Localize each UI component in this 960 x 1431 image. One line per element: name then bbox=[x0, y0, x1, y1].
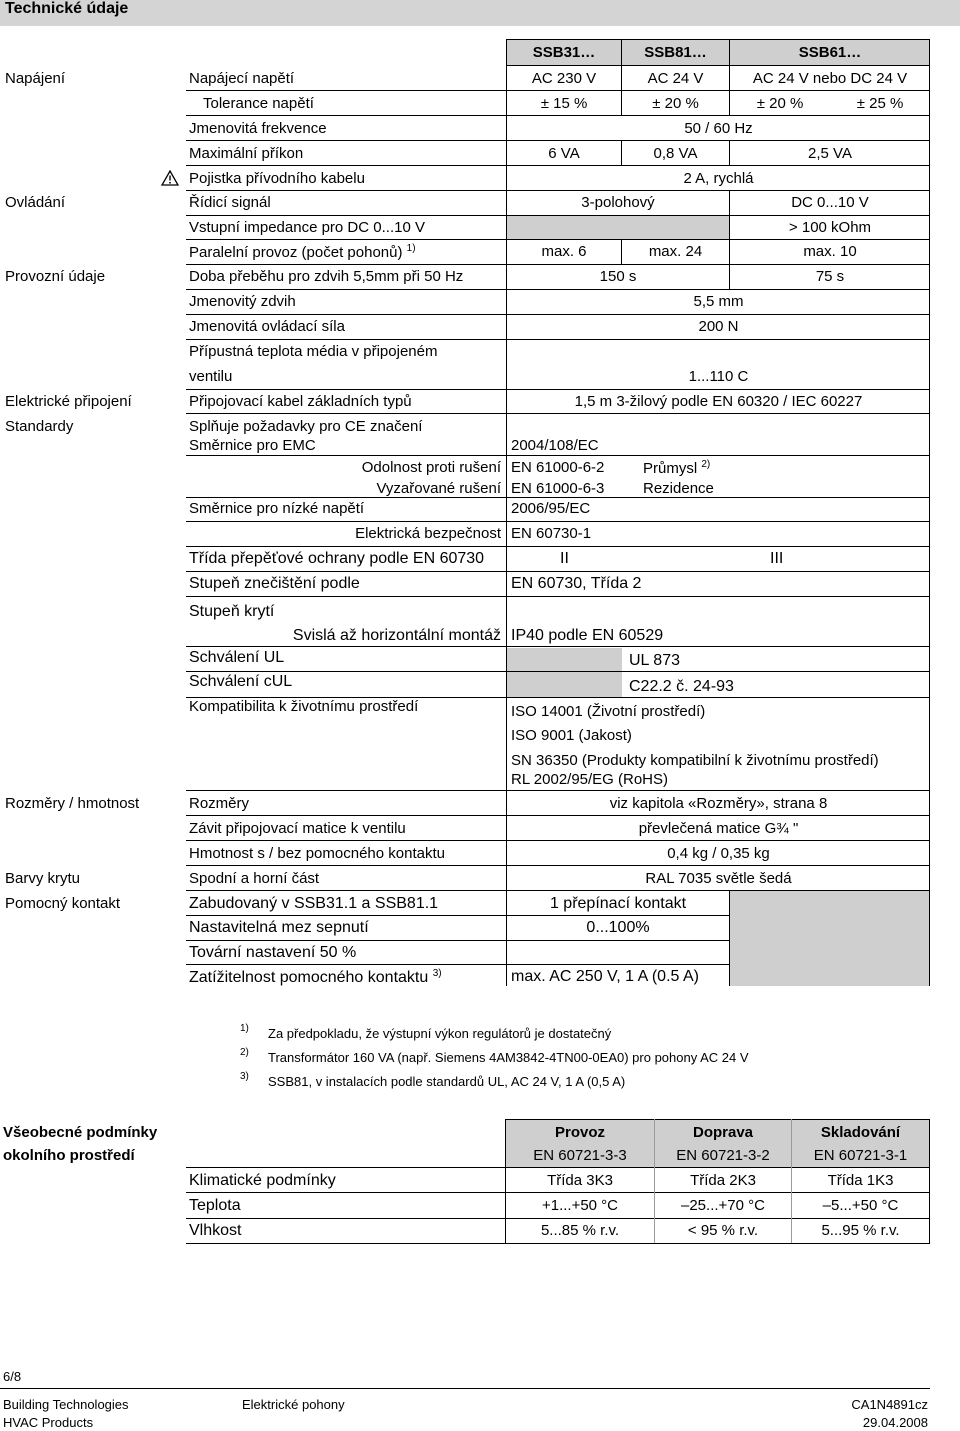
row-label-ul: Schválení UL bbox=[189, 649, 285, 666]
footnote-text: Transformátor 160 VA (např. Siemens 4AM3842-4TN00-0EA0) pro pohony AC 24 V bbox=[268, 1050, 749, 1065]
cell-note bbox=[643, 459, 710, 477]
row-label-emc: Směrnice pro EMC bbox=[189, 437, 316, 454]
row-label-pojistka: Pojistka přívodního kabelu bbox=[189, 170, 365, 187]
section-napajeni: Napájení bbox=[5, 70, 66, 87]
cell-value: viz kapitola «Rozměry», strana 8 bbox=[609, 795, 828, 812]
cell-value: III bbox=[770, 550, 784, 567]
section-ovladani: Ovládání bbox=[5, 194, 66, 211]
row-label-prikon: Maximální příkon bbox=[189, 145, 304, 162]
env-header-doprava: Doprava bbox=[692, 1124, 754, 1141]
row-label-kabel: Připojovací kabel základních typů bbox=[189, 393, 412, 410]
cell-value: > 100 kOhm bbox=[788, 219, 872, 236]
cell-value: ± 25 % bbox=[856, 95, 904, 112]
cell-value: RAL 7035 světle šedá bbox=[645, 870, 792, 887]
row-label-bezpecnost: Elektrická bezpečnost bbox=[355, 525, 501, 542]
warning-icon bbox=[161, 170, 179, 186]
env-header-std: EN 60721-3-3 bbox=[533, 1147, 627, 1164]
line bbox=[186, 940, 729, 941]
footnote-text: SSB81, v instalacích podle standardů UL, AC 24 V, 1 A (0,5 A) bbox=[268, 1074, 626, 1089]
row-label-kryti: Stupeň krytí bbox=[189, 603, 275, 620]
row-label-ridici: Řídicí signál bbox=[189, 194, 271, 211]
section-standardy: Standardy bbox=[5, 418, 74, 435]
cell-value: 1,5 m 3-žilový podle EN 60320 / IEC 60227 bbox=[574, 393, 863, 410]
line bbox=[186, 571, 930, 572]
cell-value: 2004/108/EC bbox=[511, 437, 599, 454]
env-cell: Třída 2K3 bbox=[690, 1172, 756, 1189]
footnote-mark: 2) bbox=[240, 1047, 249, 1058]
cell-value: 0,4 kg / 0,35 kg bbox=[667, 845, 770, 862]
row-label-cul: Schválení cUL bbox=[189, 673, 293, 690]
footer-product: Elektrické pohony bbox=[242, 1397, 345, 1412]
cell-value: max. AC 250 V, 1 A (0.5 A) bbox=[511, 968, 699, 985]
env-header-std: EN 60721-3-2 bbox=[676, 1147, 770, 1164]
row-label-odolnost: Odolnost proti rušení bbox=[361, 459, 501, 476]
footnote-mark: 3) bbox=[240, 1071, 249, 1082]
row-label-impedance: Vstupní impedance pro DC 0...10 V bbox=[189, 219, 425, 236]
line bbox=[186, 389, 930, 390]
cell-value: EN 60730-1 bbox=[511, 525, 592, 542]
cell-value: 75 s bbox=[815, 268, 845, 285]
cell-value: ISO 14001 (Životní prostředí) bbox=[511, 703, 706, 720]
cell-value: max. 24 bbox=[648, 243, 703, 260]
line bbox=[186, 964, 729, 965]
row-label-ce: Splňuje požadavky pro CE značení bbox=[189, 418, 423, 435]
footnote-mark: 1) bbox=[240, 1023, 249, 1034]
footer-date: 29.04.2008 bbox=[862, 1415, 928, 1430]
line bbox=[186, 115, 930, 116]
env-cell: Třída 1K3 bbox=[827, 1172, 894, 1189]
line bbox=[186, 521, 930, 522]
row-label-zavit: Závit připojovací matice k ventilu bbox=[189, 820, 406, 837]
footnote-mark: 2) bbox=[701, 459, 711, 470]
cell-value: 6 VA bbox=[548, 145, 580, 162]
line bbox=[507, 39, 930, 40]
line bbox=[186, 140, 930, 141]
title-bar bbox=[0, 0, 960, 26]
label-text: Zatížitelnost pomocného kontaktu bbox=[189, 969, 429, 986]
cell-value: ± 15 % bbox=[540, 95, 588, 112]
line bbox=[186, 413, 930, 414]
row-label-doba: Doba přeběhu pro zdvih 5,5mm při 50 Hz bbox=[189, 268, 464, 285]
line bbox=[186, 1192, 930, 1193]
footer-company: Building Technologies bbox=[3, 1397, 129, 1412]
cell-value: RL 2002/95/EG (RoHS) bbox=[511, 771, 669, 788]
gray-cell-ul bbox=[507, 648, 622, 698]
footnote-mark: 1) bbox=[406, 243, 416, 254]
row-label-znecisteni: Stupeň znečištění podle bbox=[189, 575, 360, 592]
line bbox=[186, 215, 930, 216]
env-cell: –25...+70 °C bbox=[681, 1197, 765, 1214]
row-label-napeti: Napájecí napětí bbox=[189, 70, 295, 87]
row-label-barva: Spodní a horní část bbox=[189, 870, 320, 887]
cell-value: AC 24 V bbox=[647, 70, 704, 87]
env-cell: 5...85 % r.v. bbox=[540, 1222, 620, 1239]
line bbox=[729, 890, 730, 986]
line bbox=[186, 646, 930, 647]
env-title-2: okolního prostředí bbox=[3, 1147, 135, 1164]
page-title: Technické údaje bbox=[5, 0, 129, 17]
cell-value: převlečená matice G¾ " bbox=[638, 820, 799, 837]
row-label-frekvence: Jmenovitá frekvence bbox=[189, 120, 327, 137]
row-label-prepetova: Třída přepěťové ochrany podle EN 60730 bbox=[189, 550, 485, 567]
cell-value: 5,5 mm bbox=[693, 293, 744, 310]
section-pomocny: Pomocný kontakt bbox=[5, 895, 121, 912]
cell-value: ISO 9001 (Jakost) bbox=[511, 727, 632, 744]
line bbox=[186, 865, 930, 866]
row-label-rozmery: Rozměry bbox=[189, 795, 250, 812]
env-cell: Třída 3K3 bbox=[547, 1172, 613, 1189]
line bbox=[186, 671, 930, 672]
label-text: Paralelní provoz (počet pohonů) bbox=[189, 244, 403, 261]
cell-value: 50 / 60 Hz bbox=[684, 120, 753, 137]
line bbox=[186, 165, 930, 166]
section-barvy: Barvy krytu bbox=[5, 870, 81, 887]
line bbox=[186, 314, 930, 315]
line bbox=[186, 190, 930, 191]
cell-value: DC 0...10 V bbox=[791, 194, 869, 211]
cell-value: EN 60730, Třída 2 bbox=[511, 575, 642, 592]
row-label-nizke: Směrnice pro nízké napětí bbox=[189, 500, 365, 517]
line bbox=[507, 65, 930, 66]
env-header-provoz: Provoz bbox=[554, 1124, 605, 1141]
line bbox=[186, 1218, 930, 1219]
env-header-skladovani: Skladování bbox=[820, 1124, 901, 1141]
cell-value: EN 61000-6-2 bbox=[511, 459, 605, 476]
cell-value: 2,5 VA bbox=[808, 145, 852, 162]
footnote-text: Za předpokladu, že výstupní výkon regulátorů je dostatečný bbox=[268, 1026, 612, 1041]
cell-value: max. 10 bbox=[803, 243, 857, 260]
line bbox=[186, 1243, 930, 1244]
row-label-vyzarovane: Vyzařované rušení bbox=[376, 480, 501, 497]
section-rozmery: Rozměry / hmotnost bbox=[5, 795, 140, 812]
header-ssb81: SSB81… bbox=[644, 44, 707, 61]
page-number: 6/8 bbox=[3, 1369, 22, 1384]
env-row-label: Klimatické podmínky bbox=[189, 1172, 336, 1189]
env-header-std: EN 60721-3-1 bbox=[813, 1147, 908, 1164]
cell-value: 3-polohový bbox=[581, 194, 655, 211]
footer-rule bbox=[0, 1388, 930, 1389]
footnote-mark: 3) bbox=[432, 968, 442, 979]
row-label-sila: Jmenovitá ovládací síla bbox=[189, 318, 345, 335]
env-cell: 5...95 % r.v. bbox=[821, 1222, 900, 1239]
cell-value: AC 24 V nebo DC 24 V bbox=[752, 70, 908, 87]
cell-value: IP40 podle EN 60529 bbox=[511, 627, 664, 644]
section-elektricke: Elektrické připojení bbox=[5, 393, 132, 410]
cell-note: Rezidence bbox=[643, 480, 714, 497]
line bbox=[186, 289, 930, 290]
line bbox=[186, 790, 930, 791]
row-label-zabudovany: Zabudovaný v SSB31.1 a SSB81.1 bbox=[189, 895, 439, 912]
env-title-1: Všeobecné podmínky bbox=[3, 1124, 158, 1141]
row-label-kompatibilita: Kompatibilita k životnímu prostředí bbox=[189, 698, 419, 715]
line bbox=[186, 815, 930, 816]
line bbox=[186, 890, 930, 891]
line bbox=[186, 90, 930, 91]
section-provozni: Provozní údaje bbox=[5, 268, 106, 285]
footer-division: HVAC Products bbox=[3, 1415, 94, 1430]
cell-value: 0...100% bbox=[586, 919, 650, 936]
row-label-zdvih: Jmenovitý zdvih bbox=[189, 293, 296, 310]
row-label-montaz: Svislá až horizontální montáž bbox=[292, 627, 501, 644]
cell-value: 200 N bbox=[698, 318, 739, 335]
cell-value: 1...110 C bbox=[688, 368, 749, 385]
line bbox=[186, 1167, 930, 1168]
footer-doc-id: CA1N4891cz bbox=[851, 1397, 928, 1412]
row-label-nastavitelna: Nastavitelná mez sepnutí bbox=[189, 919, 369, 936]
line bbox=[505, 1119, 930, 1120]
line bbox=[186, 264, 930, 265]
gray-cell-impedance bbox=[507, 215, 729, 239]
line bbox=[186, 546, 930, 547]
row-label-hmotnost: Hmotnost s / bez pomocného kontaktu bbox=[189, 845, 445, 862]
row-label-zatizitelnost bbox=[189, 968, 442, 987]
cell-value: 0,8 VA bbox=[653, 145, 698, 162]
gray-cell-aux bbox=[729, 890, 930, 986]
cell-value: ± 20 % bbox=[652, 95, 699, 112]
line bbox=[186, 455, 930, 456]
cell-value: 150 s bbox=[599, 268, 637, 285]
cell-value: max. 6 bbox=[541, 243, 587, 260]
line bbox=[186, 239, 930, 240]
cell-value: EN 61000-6-3 bbox=[511, 480, 605, 497]
cell-value: II bbox=[560, 550, 569, 567]
cell-value: C22.2 č. 24-93 bbox=[629, 678, 734, 695]
note-text: Průmysl bbox=[643, 460, 698, 477]
cell-value: UL 873 bbox=[629, 652, 680, 669]
row-label-teplota-1: Přípustná teplota média v připojeném bbox=[189, 343, 438, 360]
cell-value: 2006/95/EC bbox=[511, 500, 591, 517]
cell-value: 2 A, rychlá bbox=[683, 170, 754, 187]
cell-value: ± 20 % bbox=[756, 95, 804, 112]
env-cell: < 95 % r.v. bbox=[687, 1222, 759, 1239]
line bbox=[186, 339, 930, 340]
row-label-tolerance: Tolerance napětí bbox=[203, 95, 314, 112]
cell-value: AC 230 V bbox=[531, 70, 597, 87]
line bbox=[186, 596, 930, 597]
env-row-label: Teplota bbox=[189, 1197, 241, 1214]
env-cell: –5...+50 °C bbox=[822, 1197, 899, 1214]
cell-value: 1 přepínací kontakt bbox=[549, 895, 687, 912]
line bbox=[929, 1119, 930, 1243]
header-ssb61: SSB61… bbox=[798, 44, 862, 61]
env-cell: +1...+50 °C bbox=[541, 1197, 619, 1214]
env-row-label: Vlhkost bbox=[189, 1222, 242, 1239]
cell-value: SN 36350 (Produkty kompatibilní k životnímu prostředí) bbox=[511, 752, 879, 769]
line bbox=[186, 915, 729, 916]
row-label-teplota-2: ventilu bbox=[189, 368, 233, 385]
row-label-tovarni: Tovární nastavení 50 % bbox=[189, 944, 357, 961]
line bbox=[186, 840, 930, 841]
header-ssb31: SSB31… bbox=[532, 44, 596, 61]
row-label-paralelni bbox=[189, 243, 416, 261]
